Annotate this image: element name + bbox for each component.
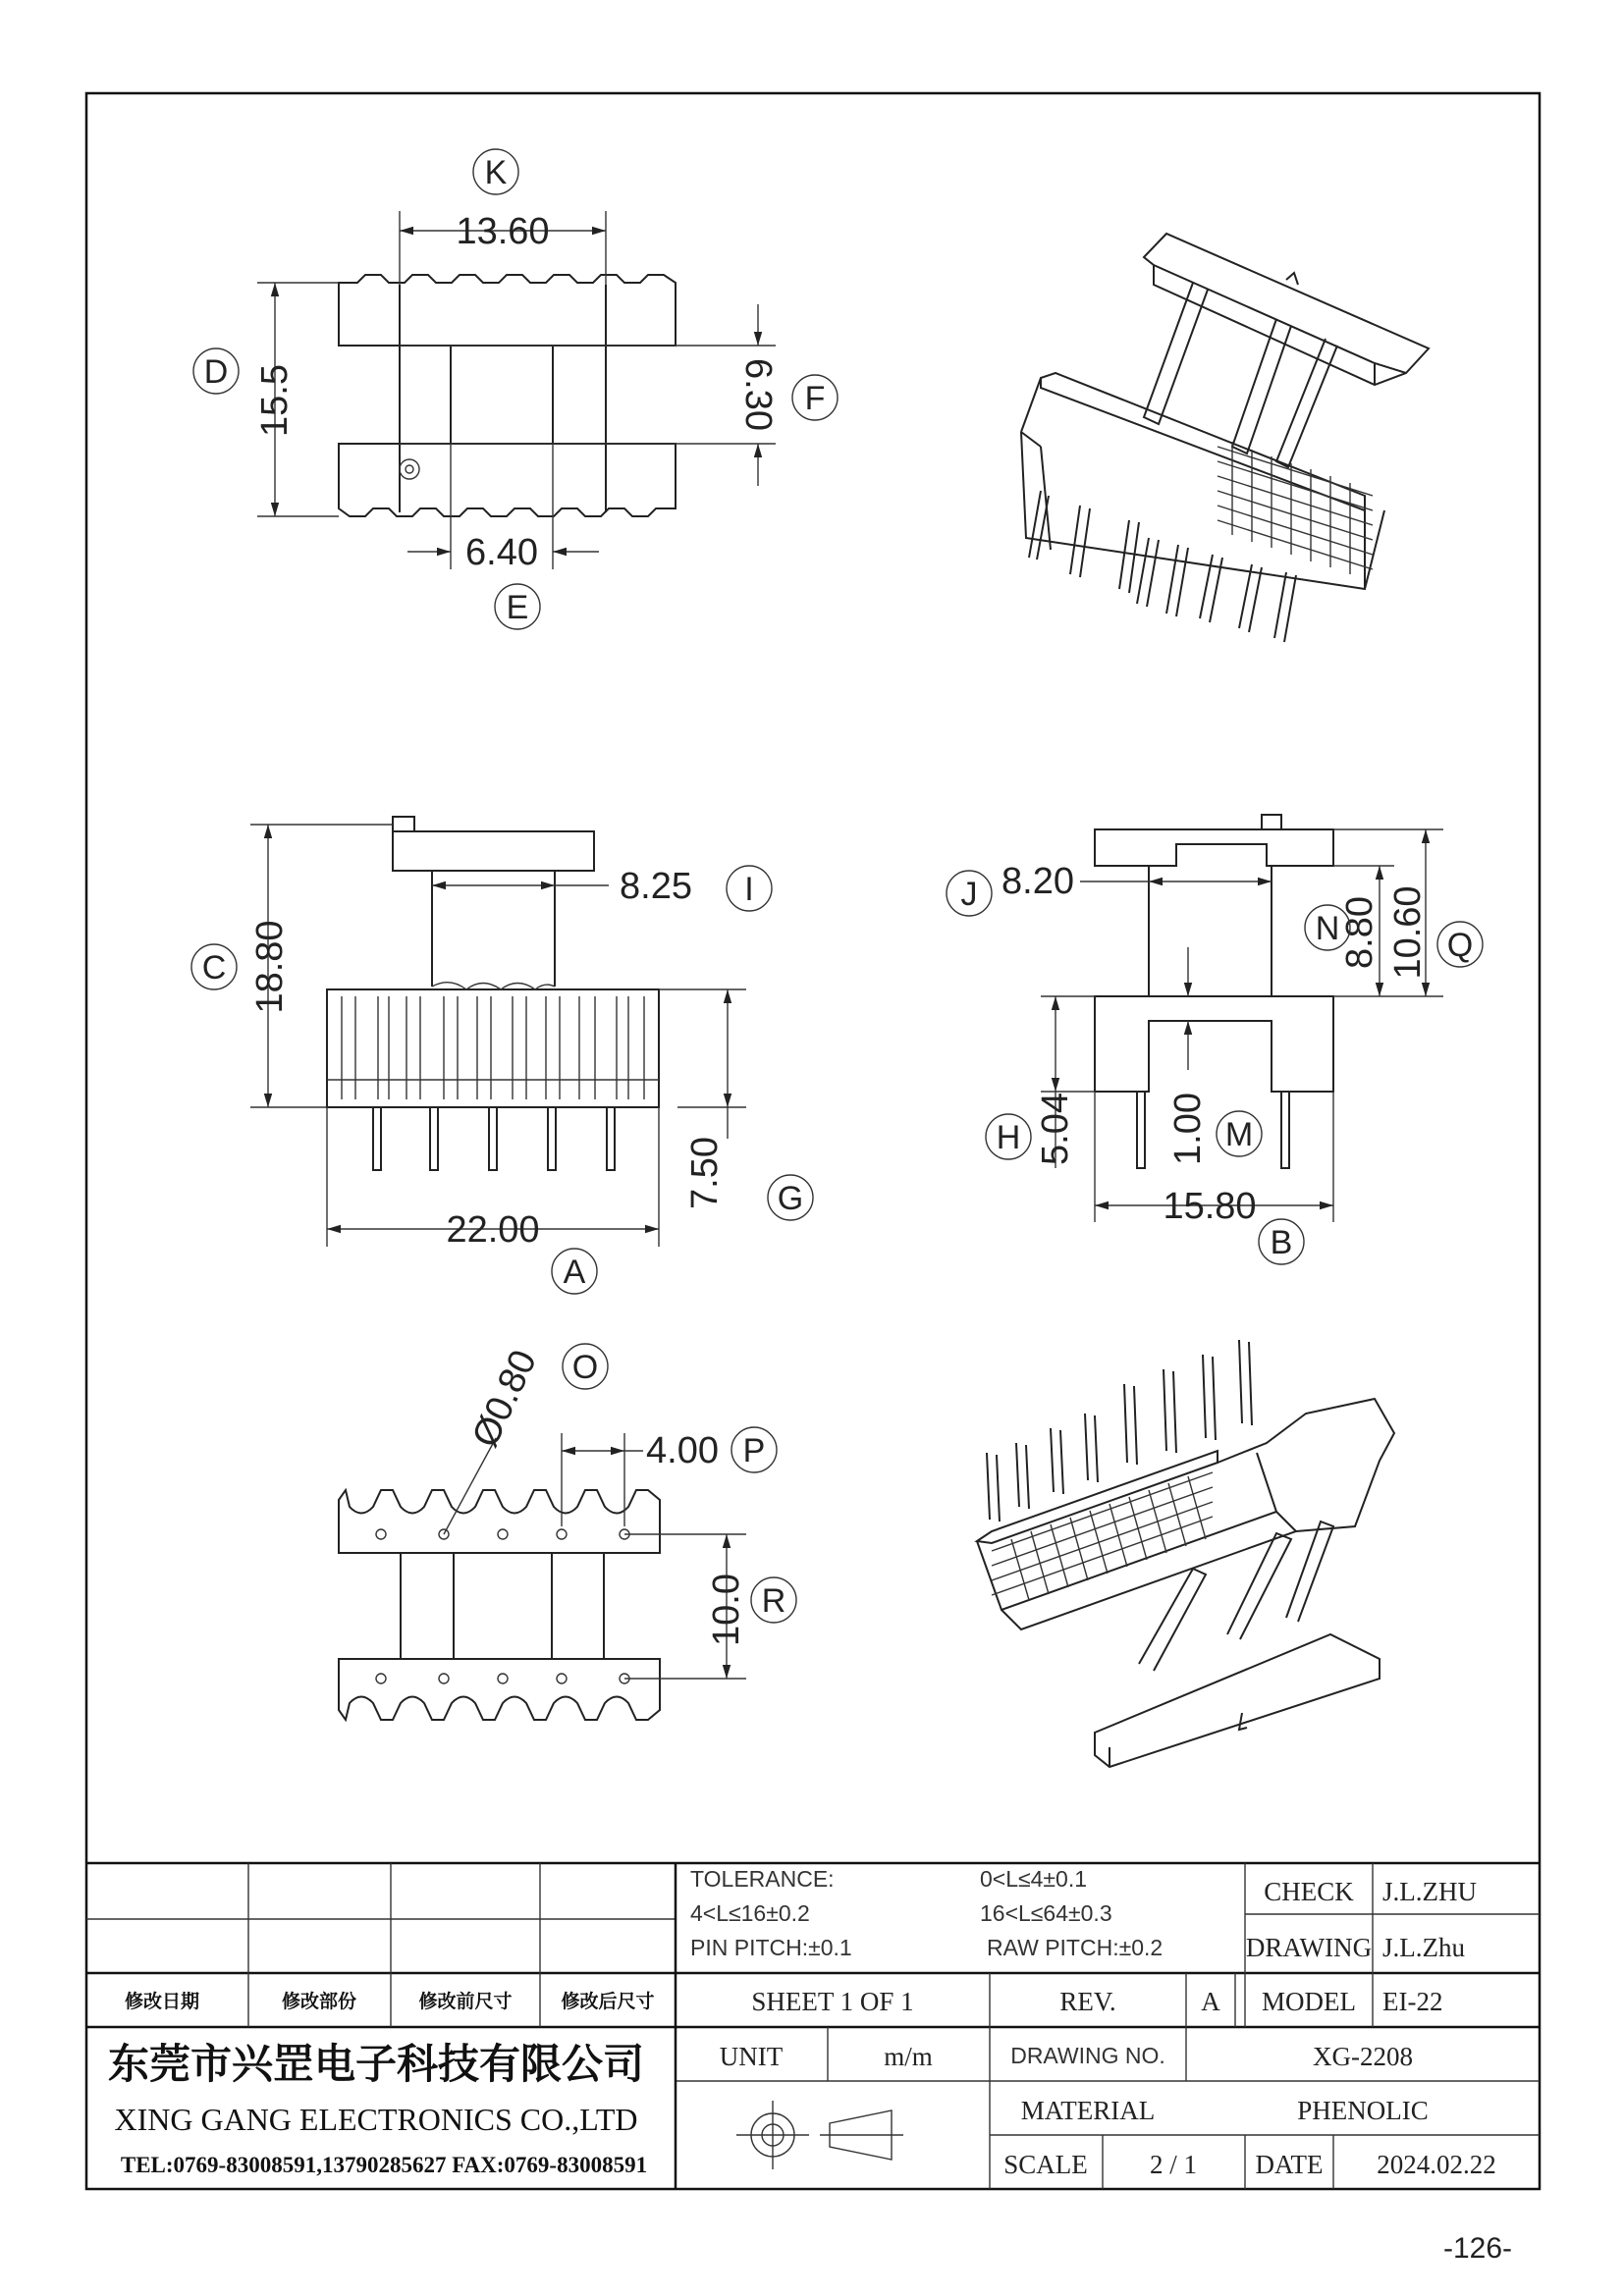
dim-c-value: 18.80 <box>249 920 291 1014</box>
tag-h: H <box>996 1119 1021 1156</box>
front-view <box>191 817 813 1294</box>
dim-h-value: 5.04 <box>1035 1093 1076 1165</box>
company-name-cn: 东莞市兴罡电子科技有限公司 <box>107 2040 645 2088</box>
isometric-view-bottom <box>977 1340 1394 1767</box>
drawing-no-label: DRAWING NO. <box>1010 2043 1165 2068</box>
tag-d: D <box>203 353 229 391</box>
tag-m: M <box>1224 1116 1254 1153</box>
check-value: J.L.ZHU <box>1382 1877 1477 1906</box>
tolerance-range-3: 16<L≤64±0.3 <box>980 1900 1112 1926</box>
scale-label: SCALE <box>1003 2150 1088 2179</box>
raw-pitch: RAW PITCH:±0.2 <box>987 1935 1164 1960</box>
rev-value: A <box>1201 1987 1220 2016</box>
dim-f-value: 6.30 <box>737 358 779 431</box>
model-value: EI-22 <box>1382 1987 1443 2016</box>
dim-a-value: 22.00 <box>446 1209 540 1251</box>
unit-value: m/m <box>884 2042 933 2071</box>
bottom-view <box>339 1344 796 1720</box>
tag-k: K <box>484 154 508 191</box>
pin-pitch: PIN PITCH:±0.1 <box>690 1935 852 1960</box>
dim-k-value: 13.60 <box>456 211 550 252</box>
check-label: CHECK <box>1264 1877 1354 1906</box>
projection-symbol <box>736 2101 903 2169</box>
tag-e: E <box>506 589 529 626</box>
tag-b: B <box>1270 1224 1293 1261</box>
date-value: 2024.02.22 <box>1377 2150 1496 2179</box>
rev-header-before: 修改前尺寸 <box>418 1991 513 2012</box>
tolerance-label: TOLERANCE: <box>690 1866 835 1892</box>
title-block <box>86 1863 1540 2189</box>
dim-b-value: 15.80 <box>1163 1186 1257 1227</box>
tag-g: G <box>777 1180 804 1217</box>
material-label: MATERIAL <box>1020 2096 1156 2125</box>
tag-o: O <box>571 1349 599 1386</box>
unit-label: UNIT <box>719 2042 784 2071</box>
company-contact: TEL:0769-83008591,13790285627 FAX:0769-83008591 <box>120 2153 648 2177</box>
dim-r-value: 10.0 <box>706 1574 747 1646</box>
tolerance-range-2: 4<L≤16±0.2 <box>690 1900 810 1926</box>
dim-n-value: 8.80 <box>1339 896 1380 969</box>
tag-r: R <box>761 1582 786 1620</box>
drawing-no-value: XG-2208 <box>1313 2042 1413 2071</box>
isometric-view-top <box>1021 234 1429 642</box>
date-label: DATE <box>1255 2150 1324 2179</box>
tag-f: F <box>804 380 826 417</box>
tag-a: A <box>563 1254 586 1291</box>
rev-header-date: 修改日期 <box>124 1991 200 2012</box>
tag-j: J <box>960 876 978 913</box>
drawing-value: J.L.Zhu <box>1382 1933 1465 1962</box>
tag-c: C <box>201 949 227 987</box>
company-name-en: XING GANG ELECTRONICS CO.,LTD <box>114 2102 638 2137</box>
rev-header-part: 修改部份 <box>281 1991 357 2012</box>
dim-j-value: 8.20 <box>1001 861 1074 902</box>
dim-m-value: 1.00 <box>1167 1093 1209 1165</box>
tag-n: N <box>1315 910 1340 947</box>
side-view <box>947 815 1483 1264</box>
tolerance-range-1: 0<L≤4±0.1 <box>980 1866 1088 1892</box>
tag-q: Q <box>1446 927 1474 964</box>
drawing-label: DRAWING <box>1245 1933 1373 1962</box>
dim-i-value: 8.25 <box>620 866 692 907</box>
rev-header-after: 修改后尺寸 <box>561 1991 655 2012</box>
top-view <box>193 149 838 629</box>
page-number: -126- <box>1442 2232 1513 2265</box>
scale-value: 2 / 1 <box>1149 2150 1198 2179</box>
dim-p-value: 4.00 <box>646 1430 719 1471</box>
material-value: PHENOLIC <box>1297 2096 1429 2125</box>
dim-o-value: Ø0.80 <box>464 1344 546 1454</box>
tag-p: P <box>742 1432 766 1469</box>
dim-g-value: 7.50 <box>684 1137 726 1209</box>
dim-q-value: 10.60 <box>1387 885 1429 980</box>
tag-i: I <box>744 871 754 908</box>
model-label: MODEL <box>1262 1987 1356 2016</box>
dim-d-value: 15.5 <box>254 364 296 437</box>
dim-e-value: 6.40 <box>465 532 538 573</box>
rev-label: REV. <box>1059 1987 1116 2016</box>
sheet-info: SHEET 1 OF 1 <box>751 1987 914 2016</box>
